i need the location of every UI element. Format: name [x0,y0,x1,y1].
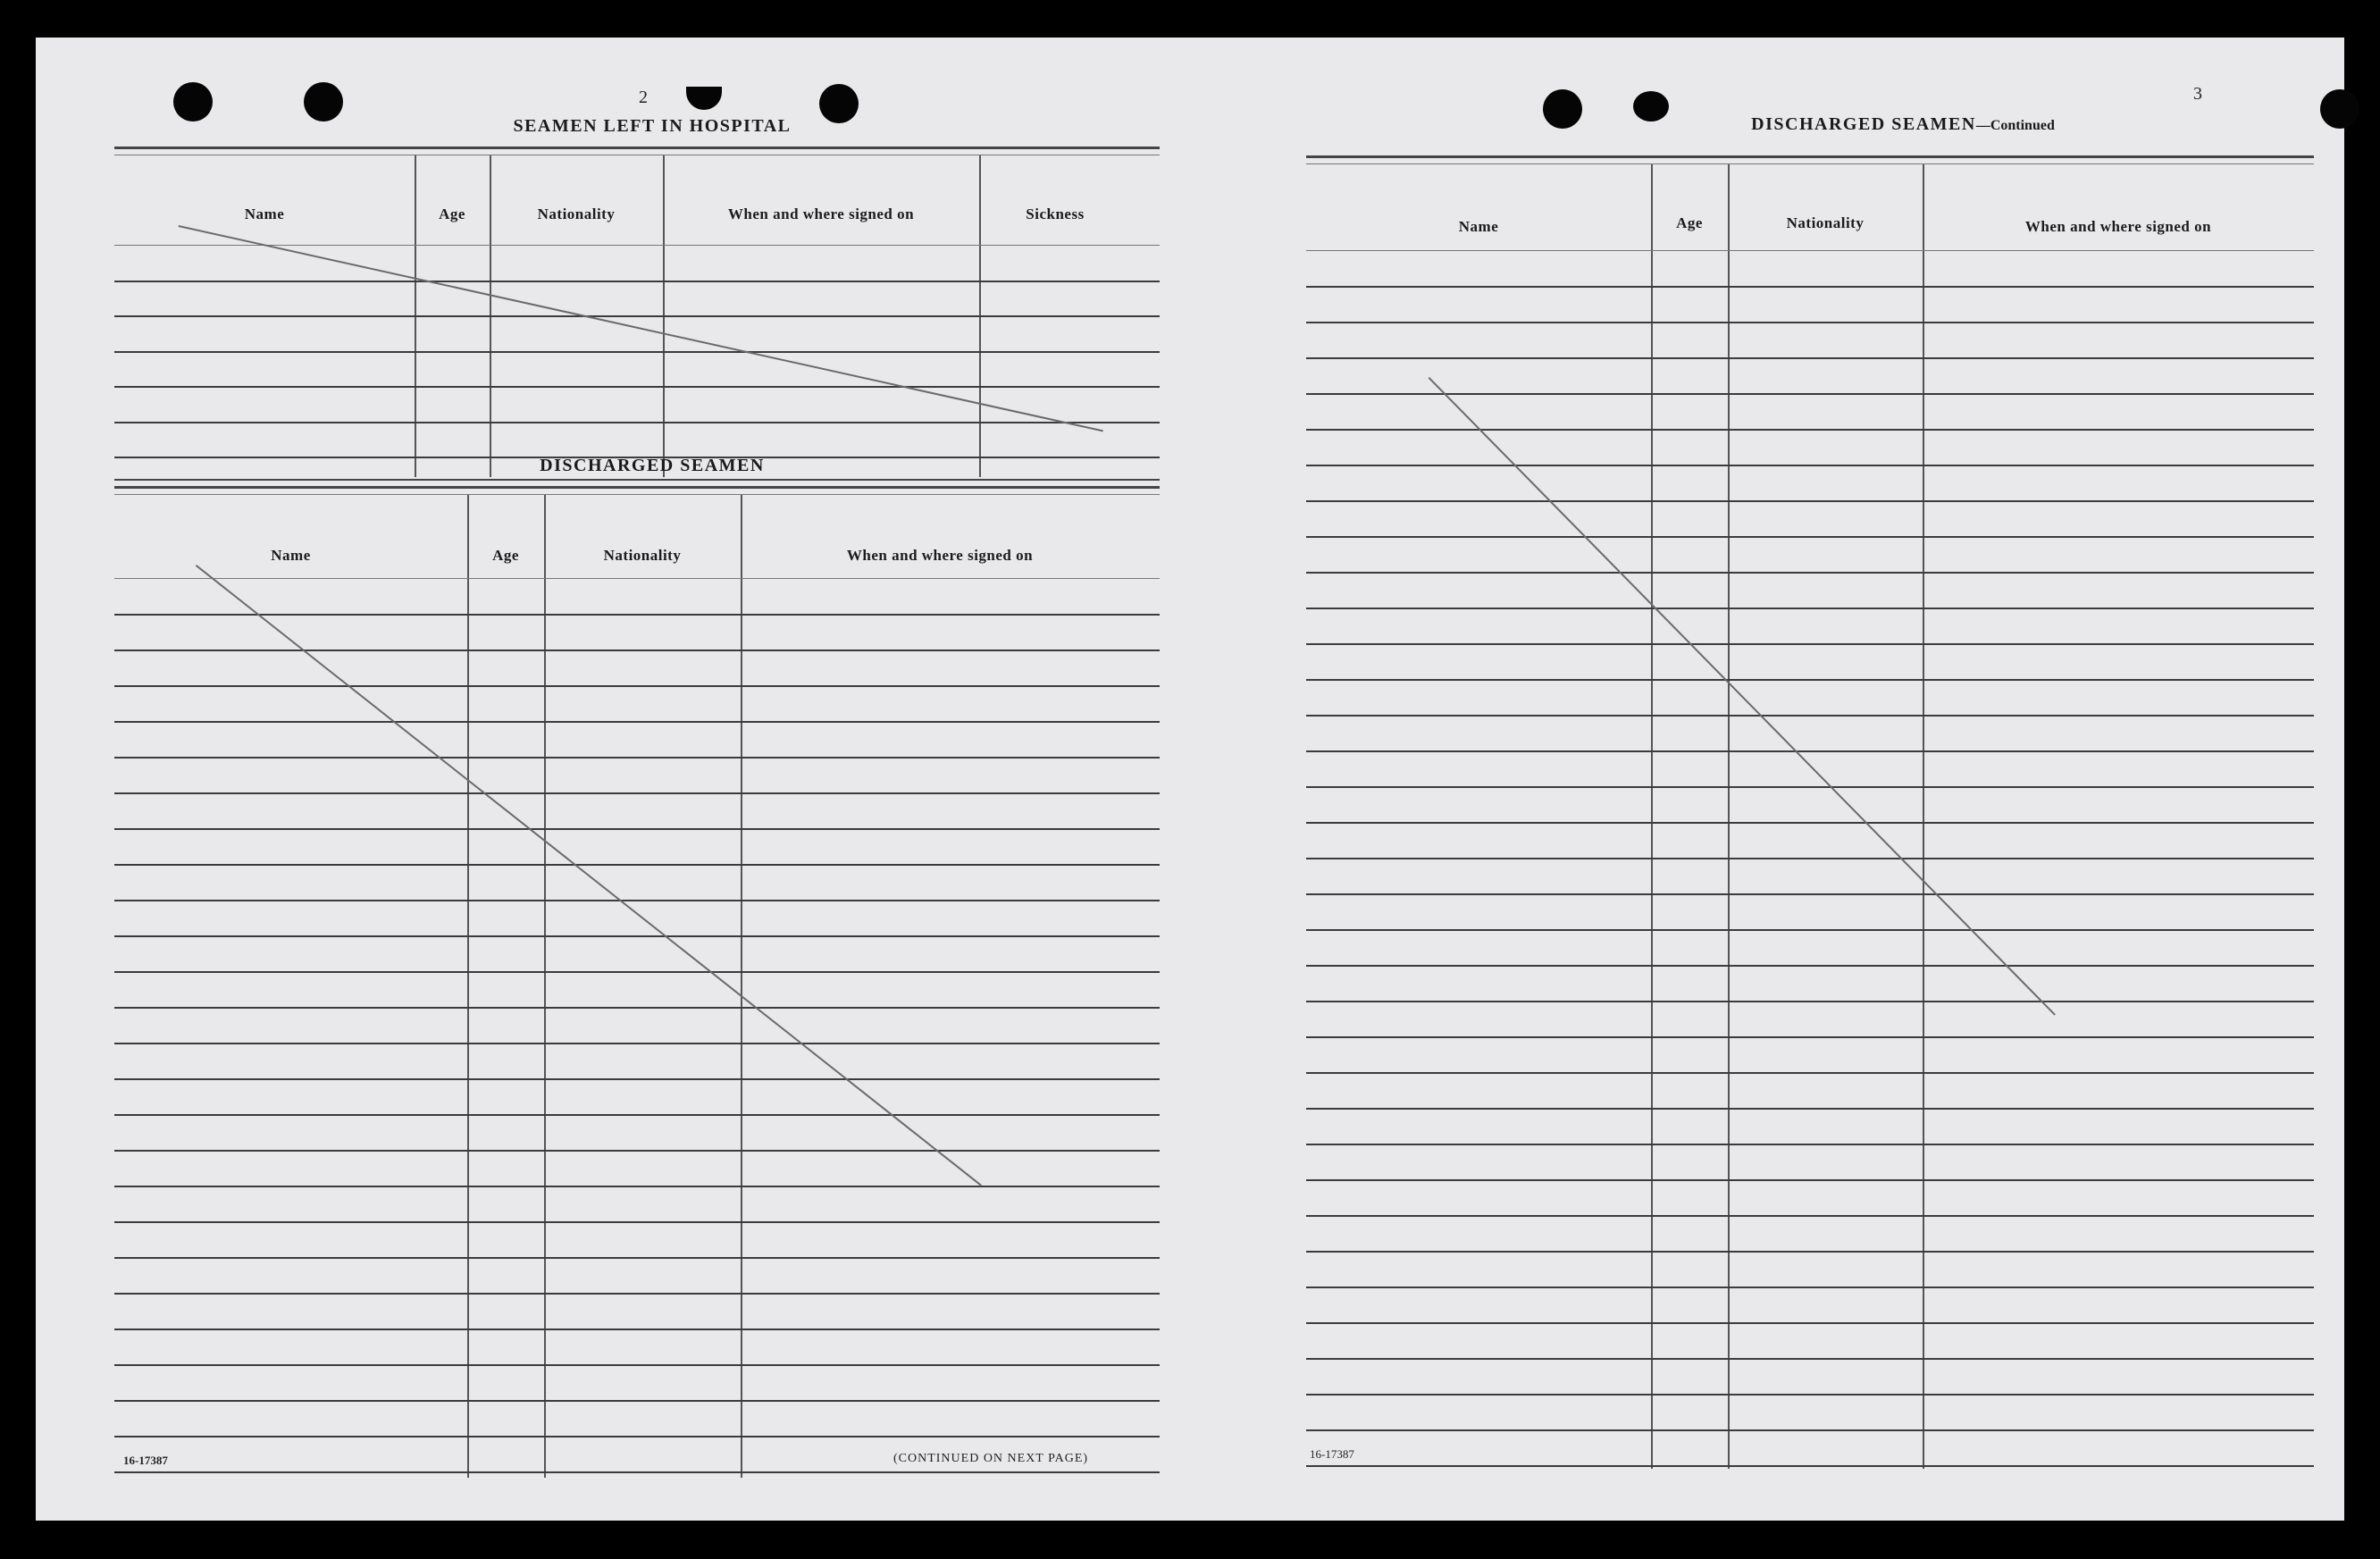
row-rule [1306,393,2314,395]
title-rule [114,147,1160,155]
page-number: 2 [639,88,648,107]
column-header-nationality: Nationality [537,205,616,222]
row-rule [114,864,1160,866]
row-rule [114,900,1160,901]
column-header-age: Age [492,547,519,564]
continued-table [1306,164,2314,1469]
row-rule [114,281,1160,282]
row-rule [1306,715,2314,717]
row-rule [114,614,1160,616]
punch-hole [686,87,722,110]
row-rule [114,1364,1160,1366]
left-page [36,38,1179,1521]
row-rule [1306,750,2314,752]
row-rule [114,386,1160,388]
row-rule [1306,965,2314,967]
row-rule [114,1329,1160,1330]
punch-hole [2320,89,2359,129]
punch-hole [1543,89,1582,129]
column-divider [1923,164,1924,1469]
row-rule [1306,1394,2314,1396]
row-rule [114,757,1160,759]
punch-hole [173,82,213,122]
column-header-nationality: Nationality [1786,214,1865,231]
header-rule [1306,250,2314,251]
column-divider [544,495,546,1478]
row-rule [1306,465,2314,466]
row-rule [1306,1429,2314,1431]
row-rule [114,1221,1160,1223]
column-divider [1651,164,1653,1469]
continued-note: (CONTINUED ON NEXT PAGE) [893,1452,1089,1465]
column-header-age: Age [1676,214,1703,231]
row-rule [1306,1001,2314,1002]
title-rule [1306,155,2314,164]
row-rule [114,1293,1160,1295]
row-rule [1306,322,2314,323]
discharged-continued-title: DISCHARGED SEAMEN—Continued [1751,114,2055,134]
header-rule [114,578,1160,579]
row-rule [1306,1322,2314,1324]
row-rule [1306,286,2314,288]
column-divider [1728,164,1730,1469]
discharged-section-title: DISCHARGED SEAMEN [540,456,765,475]
column-header-signed-on: When and where signed on [846,547,1034,564]
column-header-nationality: Nationality [603,547,682,564]
row-rule [1306,357,2314,359]
column-header-signed-on: When and where signed on [2024,218,2212,235]
row-rule [1306,1072,2314,1074]
row-rule [1306,822,2314,824]
row-rule [114,1436,1160,1437]
document-sheet [36,38,2344,1521]
column-header-signed-on: When and where signed on [727,205,915,222]
row-rule [114,971,1160,973]
row-rule [1306,643,2314,645]
form-code: 16-17387 [123,1454,168,1467]
row-rule [114,685,1160,687]
row-rule [114,721,1160,723]
hospital-table [114,155,1160,481]
form-code: 16-17387 [1310,1447,1354,1461]
row-rule [114,1078,1160,1080]
right-page [1197,38,2344,1521]
column-header-sickness: Sickness [1026,205,1085,222]
row-rule [114,422,1160,423]
column-header-name: Name [1458,218,1499,235]
row-rule [1306,608,2314,609]
row-rule [1306,1465,2314,1467]
row-rule [1306,1358,2314,1360]
row-rule [1306,429,2314,431]
column-header-age: Age [439,205,465,222]
row-rule [1306,1108,2314,1110]
row-rule [1306,929,2314,931]
row-rule [114,935,1160,937]
row-rule [114,828,1160,830]
row-rule [114,1186,1160,1187]
row-rule [114,1114,1160,1116]
row-rule [114,1150,1160,1152]
row-rule [1306,572,2314,574]
column-header-name: Name [244,205,285,222]
row-rule [114,1257,1160,1259]
column-divider [741,495,742,1478]
row-rule [1306,1287,2314,1288]
column-header-name: Name [271,547,311,564]
row-rule [1306,1251,2314,1253]
row-rule [114,315,1160,317]
page-number: 3 [2193,84,2202,104]
row-rule [1306,786,2314,788]
row-rule [1306,679,2314,681]
row-rule [1306,858,2314,859]
row-rule [114,650,1160,651]
title-rule [114,486,1160,495]
row-rule [1306,1144,2314,1145]
row-rule [114,792,1160,794]
row-rule [1306,893,2314,895]
row-rule [1306,1215,2314,1217]
row-rule [1306,500,2314,502]
hospital-section-title: SEAMEN LEFT IN HOSPITAL [513,116,792,136]
row-rule [114,351,1160,353]
discharged-table [114,495,1160,1487]
row-rule [1306,1036,2314,1038]
row-rule [114,1043,1160,1044]
row-rule [114,1400,1160,1402]
column-divider [467,495,469,1478]
row-rule [1306,536,2314,538]
row-rule [1306,1179,2314,1181]
row-rule [114,1471,1160,1473]
row-rule [114,1007,1160,1009]
punch-hole [304,82,343,122]
